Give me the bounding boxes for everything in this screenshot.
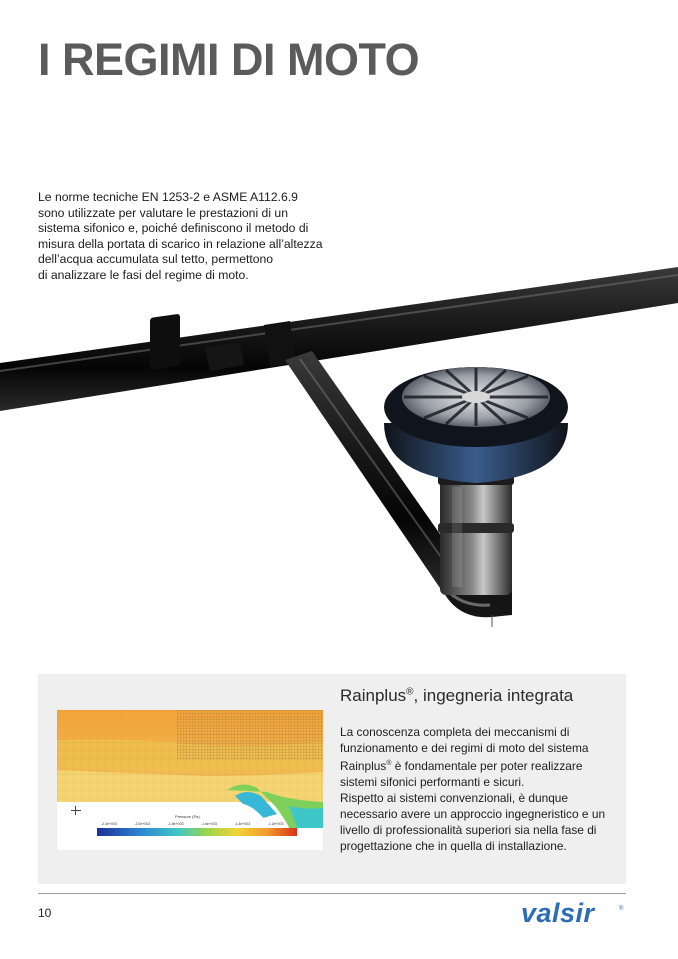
panel-paragraph-1-text-a: La conoscenza completa dei meccanismi di funzionamento e dei regimi di moto del sistema Rainplus [340, 725, 589, 773]
panel-heading-brand: Rainplus [340, 686, 407, 705]
page-number: 10 [38, 906, 52, 920]
rainplus-info-panel [38, 674, 626, 884]
legend-tick-label: -2.0e+003 [134, 822, 151, 826]
valsir-logo: valsir [521, 898, 595, 928]
product-photo-rainplus-system [0, 255, 678, 635]
logo-registered-mark: ® [619, 906, 624, 912]
legend-tick-label: -1.4e+003 [234, 822, 251, 826]
panel-heading-rest: , ingegneria integrata [413, 686, 574, 705]
registered-mark: ® [386, 760, 392, 767]
panel-paragraph-1 [340, 724, 615, 790]
legend-title: Pressure (Pa) [175, 814, 200, 819]
legend-tick-label: -2.3e+003 [101, 822, 117, 826]
legend-tick-label: -1.6e+003 [201, 822, 217, 826]
registered-mark: ® [406, 686, 414, 698]
intro-paragraph: Le norme tecniche EN 1253-2 e ASME A112.6.9 sono utilizzate per valutare le prestazioni di un sistema sifonico e, poiché definiscono il metodo di misura della portata di scarico in relazione all’altezza dell’acqua accumulata sul tetto, permettono di analizzare le fasi del regime di moto. [38, 190, 323, 282]
cfd-pressure-simulation-image [57, 710, 323, 850]
legend-tick-label: -1.2e+003 [267, 822, 284, 826]
panel-paragraph-1-text-b: è fondamentale per poter realizzare sistemi sifonici performanti e sicuri. [340, 758, 583, 789]
legend-tick-label: -1.8e+003 [167, 822, 184, 826]
panel-body-text [340, 724, 615, 854]
pressure-legend-bar [97, 828, 297, 836]
panel-heading [340, 686, 573, 706]
panel-paragraph-2: Rispetto ai sistemi convenzionali, è dunque necessario avere un approccio ingegneristico e un livello di professionalità superiori sia nella fase di progettazione che in quella di installazione. [340, 790, 606, 853]
page-title: I REGIMI DI MOTO [38, 34, 420, 85]
footer-divider [38, 893, 626, 894]
